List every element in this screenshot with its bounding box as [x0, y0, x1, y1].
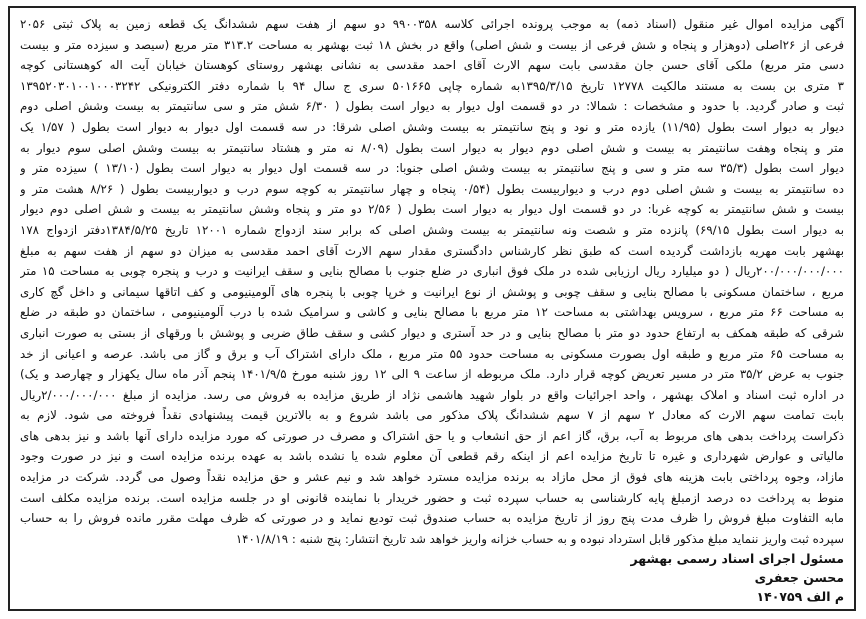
notice-line: ده سانتیمتر به بیست و شش اصلی دوم درب و دیواربیست بطول (۰/۵۴ پنجاه و چهار سانتیمتر به کوچه سوم درب و دیواربیست بطول ( ۸/۲۶ هشت متر و — [20, 181, 844, 196]
notice-line: در اداره ثبت اسناد و املاک بهشهر ، واحد اجرائیات واقع در بلوار شهید هاشمی نژاد از طریق مزایده به فروش می رسد. مزایده از مبلغ ۲/۰۰۰/۰۰۰/۰۰۰ریال — [20, 387, 844, 402]
notice-line: آگهی مزایده اموال غیر منقول (اسناد ذمه) به موجب پرونده اجرائی کلاسه ۹۹۰۰۳۵۸ دو سهم از هفت سهم ششدانگ یک قطعه زمین به پلاک ثبتی ۲۰۵۶ — [20, 17, 844, 31]
auction-notice — [8, 6, 856, 611]
notice-line: ۳ متری بن بست به مستند مالکیت ۱۲۷۷۸ تاریخ ۱۳۹۵/۳/۱۵به شماره چاپی ۵۰۱۶۶۵ سری ج سال ۹۴ با شماره دفتر الکترونیکی ۱۳۹۵۲۰۳۰۱۰۰۱۰۰۰۳۲۴۲ — [20, 78, 844, 93]
notice-line: جنوب به عرض ۳۵/۲ متر در مسیر تعریض کوچه قرار دارد. ملک مربوطه از ساعت ۹ الی ۱۲ روز شنبه مورخ ۱۴۰۱/۹/۵ پنجم آذر ماه سال یکهزار و چهارصد و یک) — [20, 367, 844, 382]
signature-name: محسن جعفری — [754, 570, 844, 586]
notice-line: ذکراست پرداخت بدهی های مربوط به آب، برق، گاز اعم از حق انشعاب و یا حق اشتراک و مصرف در صورتی که مورد مزایده دارای آنها باشد و نیز بدهی های — [20, 428, 844, 443]
notice-line: مربع ، ساختمان مسکونی با مصالح بنایی و سقف چوبی و پوشش از نوع ایرانیت و خرپا چوبی با پنجره های آلومینیومی و کف اتاقها سیمانی و داخل گچ کاری — [20, 284, 844, 299]
notice-line: مابه التفاوت مبلغ فروش را ظرف مدت پنج روز از تاریخ مزایده به حساب صندوق ثبت تودیع نماید و در صورتی که ظرف مهلت مقرر مانده فروش را به حساب — [20, 511, 844, 526]
notice-body — [20, 14, 844, 549]
notice-line: مازاد، وجوه پرداختی بابت هزینه های فوق از محل مازاد به برنده مزایده مسترد خواهد شد و نیم عشر و حق مزایده نقداً وصول می گردد. شرکت در مزایده — [20, 470, 844, 485]
notice-line: بابت تمامت سهم الارث که معادل ۲ سهم از ۷ سهم ششدانگ پلاک مذکور می باشد شروع و به بالاترین قیمت پیشنهادی نقداً فروخته می شود. لازم به — [20, 408, 844, 423]
notice-line: فرعی از ۲۶اصلی (دوهزار و پنجاه و شش فرعی از بیست و شش اصلی) واقع در بخش ۱۸ ثبت بهشهر به مساحت ۳۱۳.۲ متر مربع (سیصد و سیزده متر و بیست — [20, 37, 844, 52]
notice-line: دسی متر مربع) ملکی آقای حسن جان مقدسی بابت سهم الارث آقای احمد مقدسی به نشانی بهشهر روستای کوهستان خیابان آیت اله کوهستانی کوچه — [20, 58, 844, 73]
notice-line: دیوار است بطول (۳۵/۳ سه متر و سی و پنج سانتیمتر به بیست وشش اصلی جنوبا: در سه قسمت اول دیوار به دیوار است بطول (۱۳/۱۰ ) سیزده متر و — [20, 161, 844, 176]
notice-line: منوط به پرداخت ده درصد ازمبلغ پایه کارشناسی به حساب سپرده ثبت و حضور خریدار با نماینده قانونی او در جلسه مزایده است. برنده مزایده مکلف است — [20, 490, 844, 505]
signature-title: مسئول اجرای اسناد رسمی بهشهر — [630, 551, 844, 567]
notice-line: شرقی که طبقه همکف به ارتفاع حدود دو متر با مصالح بنایی و در حد آستری و دیوار کشی و سقف طاق ضربی و پوشش با ورقهای از بستی به صورت انباری — [20, 325, 844, 340]
notice-line: ۲۰۰/۰۰۰/۰۰۰/۰۰۰ریال ( دو میلیارد ریال ارزیابی شده در ملک فوق انباری در ضلع جنوب با مصالح بنایی و سقف ایرانیت و درب و پنجره چوبی به مساحت ۱۵ متر — [20, 264, 844, 279]
notice-line: به دیوار است بطول ۶۹/۱۵) پانزده متر و شصت ونه سانتیمتر به بیست وشش اصلی که برابر سند ازدواج شماره ۱۲۰۰۱ تاریخ ۱۳۸۴/۵/۲۵دفتر ازدواج ۱۷۸ — [20, 222, 844, 237]
notice-line: ثبت و صادر گردید. با حدود و مشخصات : شمالا: در دو قسمت اول دیوار به دیوار است بطول ( ۶/۳۰ شش متر و سی سانتیمتر به بیست وشش اصلی دوم — [20, 99, 844, 114]
notice-line: متر و پنجاه وهفت سانتیمتر به بیست و شش اصلی دوم دیوار به دیوار است بطول (۸/۰۹ نه متر و هشتاد سانتیمتر به بیست وشش اصلی سوم دیوار به — [20, 140, 844, 155]
notice-line: به مساحت ۶۶ متر مربع ، سرویس بهداشتی به مساحت ۱۲ متر مربع با مصالح بنایی و کاشی و سرامیک شده با درب آلومینیومی ، ساختمان دو طبقه در ضلع — [20, 305, 844, 320]
notice-line: سپرده ثبت واریز ننماید مبلغ مذکور قابل استرداد نبوده و به حساب خزانه واریز خواهد شد تاریخ انتشار: پنج شنبه : ۱۴۰۱/۸/۱۹ — [235, 531, 844, 546]
signature-block — [20, 549, 844, 606]
notice-line: به مساحت ۶۵ متر مربع و طبقه اول بصورت مسکونی به مساحت حدود ۵۵ متر مربع ، ملک دارای اشتراک آب و برق و گاز می باشد. عرصه و اعیانی از خد — [20, 346, 844, 361]
notice-line: مالیاتی و عوارض شهرداری و غیره تا تاریخ مزایده اعم از اینکه رقم قطعی آن معلوم شده یا نشده باشد به عهده برنده مزایده است و نیز در صورت وجود — [20, 449, 844, 464]
signature-code: م الف ۱۴۰۷۵۹ — [756, 589, 844, 605]
notice-line: دیوار به دیوار است بطول (۱۱/۹۵) یازده متر و نود و پنج سانتیمتر به بیست وشش اصلی شرقا: در سه قسمت اول دیوار به دیوار است بطول ( ۱/۵۷ یک — [20, 119, 844, 134]
notice-line: بیست و شش سانتیمتر به کوچه غربا: در دو قسمت اول دیوار به دیوار است بطول ( ۲/۵۶ دو متر و پنجاه وشش سانتیمتر به بیست و شش اصلی دوم دیوار — [20, 202, 844, 217]
notice-line: بهشهر بابت مهریه بازداشت گردیده است که طبق نظر کارشناس دادگستری مقدار سهم الارث آقای احمد مقدسی به میزان دو سهم از هفت سهم به مبلغ — [20, 243, 844, 258]
